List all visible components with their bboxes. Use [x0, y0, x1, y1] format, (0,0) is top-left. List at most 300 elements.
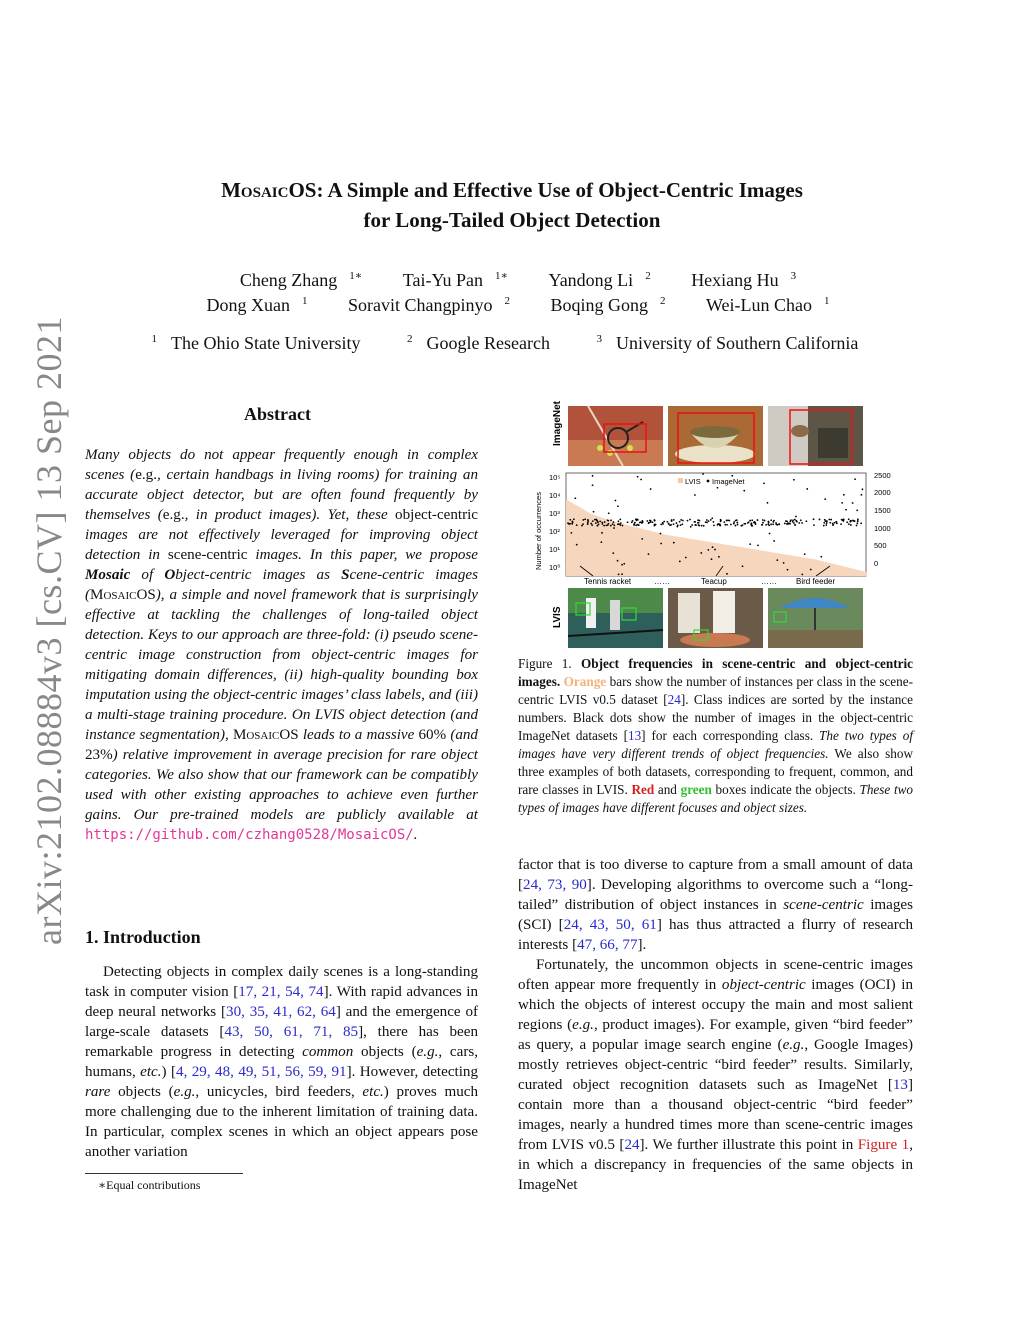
imagenet-dot: [685, 557, 687, 559]
imagenet-dot: [610, 525, 612, 527]
imagenet-dot: [749, 543, 751, 545]
imagenet-dot: [843, 494, 845, 496]
imagenet-dot: [718, 556, 720, 558]
legend-lvis: LVIS: [685, 477, 701, 486]
imagenet-dot: [830, 519, 832, 521]
imagenet-dot: [698, 522, 700, 524]
imagenet-dot: [670, 524, 672, 526]
imagenet-dot: [804, 553, 806, 555]
imagenet-dot: [730, 524, 732, 526]
ytick-left: 10⁰: [549, 563, 561, 572]
imagenet-dot: [735, 525, 737, 527]
imagenet-dot: [654, 525, 656, 527]
imagenet-dot: [702, 473, 704, 475]
imagenet-dot: [673, 542, 675, 544]
imagenet-dot: [673, 523, 675, 525]
citation-link[interactable]: 24: [624, 1137, 640, 1153]
imagenet-dot: [618, 573, 620, 575]
abstract-heading: Abstract: [244, 404, 311, 424]
ytick-right: 500: [874, 541, 887, 550]
imagenet-dot: [840, 523, 842, 525]
imagenet-dot: [841, 502, 843, 504]
imagenet-dot: [673, 519, 675, 521]
imagenet-dot: [607, 519, 609, 521]
imagenet-dot: [762, 519, 764, 521]
imagenet-dot: [649, 520, 651, 522]
legend-imagenet: ImageNet: [712, 477, 745, 486]
lvis-birdfeeder-thumbnail: [768, 588, 863, 648]
title-line1: : A Simple and Effective Use of Object-Centric Images: [316, 178, 803, 202]
ytick-left: 10⁵: [549, 473, 561, 482]
imagenet-dot: [828, 519, 830, 521]
imagenet-dot: [660, 533, 662, 535]
imagenet-dot: [794, 524, 796, 526]
imagenet-dot: [775, 523, 777, 525]
imagenet-dot: [767, 502, 769, 504]
imagenet-dot: [707, 549, 709, 551]
imagenet-dot: [772, 523, 774, 525]
imagenet-dot: [743, 490, 745, 492]
imagenet-dot: [613, 524, 615, 526]
imagenet-dot: [784, 523, 786, 525]
imagenet-dot: [650, 521, 652, 523]
imagenet-dot: [852, 502, 854, 504]
author: Wei-Lun Chao $^1$: [705, 295, 830, 315]
imagenet-dot: [663, 521, 665, 523]
imagenet-dot: [711, 517, 713, 519]
imagenet-dot: [749, 520, 751, 522]
imagenet-dot: [603, 525, 605, 527]
imagenet-dot: [671, 519, 673, 521]
imagenet-dot: [852, 519, 854, 521]
imagenet-dot: [786, 523, 788, 525]
imagenet-dot: [595, 522, 597, 524]
ytick-right: 2000: [874, 488, 891, 497]
imagenet-dot: [793, 522, 795, 524]
imagenet-dot: [636, 520, 638, 522]
imagenet-dot: [770, 519, 772, 521]
imagenet-dot: [652, 521, 654, 523]
imagenet-dot: [637, 476, 639, 478]
imagenet-dot: [605, 524, 607, 526]
imagenet-dot: [805, 520, 807, 522]
example-bird-feeder: Bird feeder: [796, 577, 836, 586]
imagenet-dot: [632, 520, 634, 522]
imagenet-dot: [708, 520, 710, 522]
imagenet-dot: [571, 532, 573, 534]
citation-link[interactable]: 30, 35, 41, 62, 64: [226, 1004, 336, 1020]
imagenet-dot: [856, 509, 858, 511]
imagenet-dot: [750, 522, 752, 524]
imagenet-dot: [856, 525, 858, 527]
imagenet-dot: [733, 523, 735, 525]
imagenet-dot: [788, 523, 790, 525]
imagenet-dot: [706, 519, 708, 521]
imagenet-dot: [619, 519, 621, 521]
right-column-body: factor that is too diverse to capture from a small amount of data [24, 73, 90]. Developing algorithms to overcome such a “long-tailed” distribution of object instances in scene-centric images (SCI) [24, 43, 50, 61] has thus attracted a flurry of research interests [47, 66, 77]. Fortunately, the uncommon objects in scene-centric images often appear more frequently in object-centric images (OCI) in which the objects of interest occupy the main and most salient regions (e.g., product images). For example, given “bird feeder” as query, a popular image search engine (e.g., Google Images) mostly retrieves object-centric “bird feeder” results. Similarly, curated object recognition datasets such as ImageNet [13] contain more than a thousand object-centric “bird feeder” images, nearly a hundred times more than scene-centric images from LVIS v0.5 [24]. We further illustrate this point in Figure 1, in which a discrepancy in frequencies of the same objects in ImageNet: [518, 857, 914, 1193]
imagenet-dot: [769, 533, 771, 535]
imagenet-dot: [776, 559, 778, 561]
imagenet-dot: [798, 522, 800, 524]
ytick-right: 2500: [874, 471, 891, 480]
imagenet-dot: [770, 523, 772, 525]
imagenet-dot: [582, 519, 584, 521]
imagenet-dot: [857, 518, 859, 520]
citation-link[interactable]: 24, 43, 50, 61: [563, 917, 657, 933]
imagenet-dot: [705, 521, 707, 523]
imagenet-dot: [735, 520, 737, 522]
imagenet-dot: [601, 522, 603, 524]
imagenet-dot: [829, 522, 831, 524]
citation-link[interactable]: 47, 66, 77: [577, 937, 638, 953]
abstract-body: Many objects do not appear frequently enough in complex scenes (e.g., certain handbags in living rooms) for training an accurate object detector, but are often found frequently by themselves (e.g., in product images). Yet, these object-centric images are not effectively leveraged for improving object detection in scene-centric images. In this paper, we propose Mosaic of Object-centric images as Scene-centric images (MosaicOS), a simple and novel framework that is surprisingly effective at tackling the challenges of long-tailed object detection. Keys to our approach are three-fold: (i) pseudo scene-centric image construction from object-centric images for mitigating domain differences, (ii) high-quality bounding box imputation using the object-centric images’ class labels, and (iii) a multi-stage training procedure. On LVIS object detection (and instance segmentation), MosaicOS leads to a massive 60% (and 23%) relative improvement in average precision for rare object categories. We also show that our framework can be compatibly used with other existing approaches to achieve even further gains. Our pre-trained models are publicly available at https://github.com/czhang0528/MosaicOS/.: [85, 447, 479, 843]
imagenet-birdfeeder-thumbnail: [768, 406, 863, 466]
imagenet-dot: [701, 525, 703, 527]
figure-1: [518, 398, 918, 650]
imagenet-dot: [773, 520, 775, 522]
imagenet-dot: [717, 524, 719, 526]
imagenet-dot: [773, 540, 775, 542]
imagenet-dot: [713, 521, 715, 523]
imagenet-dot: [713, 525, 715, 527]
affiliation: $^2$ Google Research: [407, 333, 550, 353]
imagenet-dot: [801, 574, 803, 576]
imagenet-dot: [620, 522, 622, 524]
ytick-right: 1000: [874, 524, 891, 533]
authors-row-2: [0, 295, 1024, 316]
imagenet-dot: [641, 538, 643, 540]
y-axis-label: Number of occurrences: [534, 492, 543, 570]
imagenet-dot: [680, 524, 682, 526]
imagenet-dot: [792, 519, 794, 521]
imagenet-dot: [717, 487, 719, 489]
github-link[interactable]: https://github.com/czhang0528/MosaicOS/: [85, 827, 414, 843]
imagenet-dot: [854, 520, 856, 522]
example-tennis-racket: Tennis racket: [584, 577, 632, 586]
imagenet-dot: [642, 521, 644, 523]
imagenet-dot: [795, 516, 797, 518]
imagenet-dot: [835, 521, 837, 523]
frequency-plot: [566, 473, 866, 576]
imagenet-dot: [824, 519, 826, 521]
imagenet-dot: [597, 521, 599, 523]
ytick-right: 1500: [874, 506, 891, 515]
imagenet-dot: [601, 532, 603, 534]
ytick-left: 10¹: [549, 545, 560, 554]
author: Dong Xuan $^1$: [206, 295, 308, 315]
imagenet-dot: [834, 522, 836, 524]
imagenet-dot: [660, 524, 662, 526]
ellipsis: ……: [761, 577, 777, 586]
imagenet-dot: [764, 520, 766, 522]
lvis-tennis-thumbnail: [568, 588, 663, 648]
citation-link[interactable]: 13: [892, 1077, 908, 1093]
paper-title: [0, 175, 1024, 235]
imagenet-dot: [850, 524, 852, 526]
footnote: ∗Equal contributions: [98, 1178, 201, 1192]
imagenet-dot: [592, 520, 594, 522]
row-label-lvis: LVIS: [552, 606, 563, 628]
imagenet-dot: [742, 565, 744, 567]
imagenet-dot: [679, 561, 681, 563]
legend: [678, 477, 745, 486]
imagenet-dot: [751, 525, 753, 527]
citation-link[interactable]: 13: [627, 728, 642, 743]
imagenet-dot: [843, 519, 845, 521]
imagenet-dot: [714, 549, 716, 551]
imagenet-dot: [650, 488, 652, 490]
imagenet-dot: [587, 520, 589, 522]
imagenet-dot: [590, 523, 592, 525]
imagenet-dot: [594, 519, 596, 521]
imagenet-dot: [767, 521, 769, 523]
imagenet-dot: [790, 519, 792, 521]
imagenet-dot: [737, 524, 739, 526]
ytick-right: 0: [874, 559, 879, 568]
footnote-rule: [85, 1173, 243, 1174]
imagenet-dot: [646, 520, 648, 522]
imagenet-dot: [676, 526, 678, 528]
imagenet-dot: [569, 519, 571, 521]
ellipsis: ……: [654, 577, 670, 586]
imagenet-dot: [857, 520, 859, 522]
imagenet-dot: [862, 488, 864, 490]
imagenet-teacup-thumbnail: [668, 406, 763, 466]
imagenet-dot: [698, 524, 700, 526]
author: Soravit Changpinyo $^2$: [347, 295, 510, 315]
imagenet-dot: [618, 520, 620, 522]
imagenet-dot: [689, 519, 691, 521]
imagenet-dot: [610, 519, 612, 521]
method-name: MosaicOS: [221, 178, 317, 202]
imagenet-dot: [813, 524, 815, 526]
imagenet-dot: [710, 519, 712, 521]
row-label-imagenet: ImageNet: [552, 400, 563, 446]
imagenet-dot: [574, 497, 576, 499]
imagenet-dot: [622, 525, 624, 527]
imagenet-dot: [823, 525, 825, 527]
imagenet-dot: [640, 479, 642, 481]
imagenet-dot: [666, 521, 668, 523]
imagenet-dot: [602, 523, 604, 525]
imagenet-dot: [648, 553, 650, 555]
imagenet-dot: [723, 521, 725, 523]
imagenet-dot: [680, 519, 682, 521]
title-line2: for Long-Tailed Object Detection: [363, 208, 661, 232]
imagenet-dot: [719, 524, 721, 526]
imagenet-dot: [751, 519, 753, 521]
imagenet-dot: [726, 520, 728, 522]
imagenet-dot: [806, 488, 808, 490]
authors-row-1: [0, 270, 1024, 291]
imagenet-dot: [573, 518, 575, 520]
author: Yandong Li $^2$: [548, 270, 651, 290]
imagenet-dot: [700, 552, 702, 554]
imagenet-dot: [800, 519, 802, 521]
imagenet-dot: [846, 521, 848, 523]
intro-body: Detecting objects in complex daily scenes is a long-standing task in computer vision [17, 21, 54, 74]. With rapid advances in deep neural networks [30, 35, 41, 62, 64] and the emergence of large-scale datasets [43, 50, 61, 71, 85], there has been remarkable progress in detecting common objects (e.g., cars, humans, etc.) [4, 29, 48, 49, 51, 56, 59, 91]. However, detecting rare objects (e.g., unicycles, bird feeders, etc.) proves much more challenging due to the inherent limitation of training data. In particular, complex scenes in which an object appears pose another variation: [85, 964, 479, 1160]
imagenet-dot: [608, 512, 610, 514]
imagenet-dot: [826, 522, 828, 524]
figure-1-graphic: [518, 398, 918, 650]
imagenet-dot: [720, 519, 722, 521]
imagenet-dot: [621, 564, 623, 566]
imagenet-dot: [861, 494, 863, 496]
lvis-bar: [865, 572, 866, 576]
affiliation: $^1$ The Ohio State University: [151, 333, 361, 353]
imagenet-dot: [691, 524, 693, 526]
imagenet-dot: [621, 573, 623, 575]
imagenet-dot: [712, 546, 714, 548]
imagenet-dot: [584, 518, 586, 520]
imagenet-dot: [850, 520, 852, 522]
imagenet-dot: [848, 523, 850, 525]
imagenet-dot: [763, 483, 765, 485]
citation-link[interactable]: 24, 73, 90: [523, 877, 587, 893]
arxiv-identifier: arXiv:2102.08884v3 [cs.CV] 13 Sep 2021: [29, 316, 69, 945]
author: Cheng Zhang $^{1∗}$: [239, 270, 363, 290]
imagenet-dot: [576, 524, 578, 526]
imagenet-dot: [591, 524, 593, 526]
imagenet-dot: [856, 523, 858, 525]
y-ticks-right: [874, 471, 891, 568]
imagenet-dot: [690, 526, 692, 528]
figure-reference-link[interactable]: Figure 1: [857, 1137, 910, 1153]
caption-label: Figure 1.: [518, 656, 572, 671]
imagenet-dot: [720, 520, 722, 522]
imagenet-dot: [699, 520, 701, 522]
imagenet-dot: [740, 525, 742, 527]
imagenet-dot: [845, 509, 847, 511]
y-ticks-left: [549, 473, 561, 572]
imagenet-dot: [768, 524, 770, 526]
author: Tai-Yu Pan $^{1∗}$: [402, 270, 508, 290]
lvis-teacup-thumbnail: [668, 588, 763, 648]
imagenet-dot: [754, 522, 756, 524]
imagenet-dot: [638, 524, 640, 526]
imagenet-dot: [796, 521, 798, 523]
imagenet-dot: [757, 519, 759, 521]
imagenet-dot: [743, 523, 745, 525]
citation-link[interactable]: 4, 29, 48, 49, 51, 56, 59, 91: [176, 1064, 347, 1080]
imagenet-dot: [841, 519, 843, 521]
imagenet-dot: [627, 521, 629, 523]
imagenet-dot: [726, 573, 728, 575]
figure-1-caption: Figure 1. Object frequencies in scene-centric and object-centric images. Orange bars show the number of instances per class in the scene-centric LVIS v0.5 dataset [24]. Class indices are sorted by the instance numbers. Black dots show the number of images in the object-centric ImageNet datasets [13] for each corresponding class. The two types of images have very different trends of object frequencies. We also show three examples of both datasets, corresponding to frequent, common, and rare classes in LVIS. Red and green boxes indicate the objects. These two types of images have different focuses and object sizes.: [518, 656, 913, 815]
affiliations: [0, 333, 1024, 354]
imagenet-dot: [819, 519, 821, 521]
imagenet-dot: [823, 522, 825, 524]
author: Boqing Gong $^2$: [550, 295, 666, 315]
imagenet-dot: [820, 556, 822, 558]
imagenet-dot: [598, 524, 600, 526]
imagenet-dot: [618, 523, 620, 525]
imagenet-dot: [778, 523, 780, 525]
imagenet-dot: [854, 478, 856, 480]
imagenet-dot: [801, 522, 803, 524]
imagenet-dot: [581, 525, 583, 527]
imagenet-dot: [635, 524, 637, 526]
imagenet-dot: [572, 521, 574, 523]
imagenet-dot: [783, 562, 785, 564]
imagenet-dot: [848, 518, 850, 520]
citation-link[interactable]: 24: [667, 692, 681, 707]
imagenet-dot: [633, 523, 635, 525]
intro-heading: 1. Introduction: [85, 927, 201, 947]
imagenet-dot: [762, 522, 764, 524]
imagenet-dot: [660, 543, 662, 545]
imagenet-dot: [587, 523, 589, 525]
imagenet-dot: [613, 527, 615, 529]
imagenet-dot: [600, 541, 602, 543]
imagenet-dot: [612, 552, 614, 554]
imagenet-dot: [736, 522, 738, 524]
imagenet-dot: [747, 522, 749, 524]
imagenet-dot: [617, 505, 619, 507]
imagenet-dot: [694, 524, 696, 526]
imagenet-dot: [694, 494, 696, 496]
ytick-left: 10³: [549, 509, 560, 518]
imagenet-dot: [711, 558, 713, 560]
imagenet-dot: [824, 498, 826, 500]
imagenet-dot: [592, 475, 594, 477]
imagenet-dot: [613, 521, 615, 523]
imagenet-dot: [679, 521, 681, 523]
imagenet-dot: [694, 521, 696, 523]
imagenet-dot: [617, 560, 619, 562]
imagenet-dot: [793, 479, 795, 481]
imagenet-dot: [832, 523, 834, 525]
imagenet-dot: [682, 520, 684, 522]
imagenet-dot: [785, 520, 787, 522]
imagenet-dot: [813, 518, 815, 520]
imagenet-dot: [662, 522, 664, 524]
imagenet-dot: [733, 521, 735, 523]
imagenet-dot: [794, 519, 796, 521]
affiliation: $^3$ University of Southern California: [596, 333, 859, 353]
imagenet-dot: [810, 569, 812, 571]
ytick-left: 10²: [549, 527, 560, 536]
imagenet-dot: [582, 523, 584, 525]
imagenet-dot: [592, 484, 594, 486]
imagenet-dot: [615, 500, 617, 502]
imagenet-dot: [726, 524, 728, 526]
imagenet-dot: [703, 525, 705, 527]
imagenet-dot: [576, 544, 578, 546]
citation-link[interactable]: 43, 50, 61, 71, 85: [224, 1024, 359, 1040]
imagenet-dot: [826, 520, 828, 522]
imagenet-tennis-thumbnail: [568, 406, 663, 466]
imagenet-dot: [569, 523, 571, 525]
imagenet-dot: [623, 563, 625, 565]
imagenet-dot: [593, 511, 595, 513]
author: Hexiang Hu $^3$: [691, 270, 797, 290]
imagenet-dot: [860, 522, 862, 524]
imagenet-dot: [676, 522, 678, 524]
citation-link[interactable]: 17, 21, 54, 74: [238, 984, 324, 1000]
imagenet-dot: [757, 545, 759, 547]
ytick-left: 10⁴: [549, 491, 561, 500]
imagenet-dot: [654, 519, 656, 521]
imagenet-dot: [687, 520, 689, 522]
imagenet-dot: [724, 524, 726, 526]
imagenet-dot: [599, 520, 601, 522]
imagenet-dot: [604, 521, 606, 523]
imagenet-dot: [765, 524, 767, 526]
imagenet-dot: [612, 523, 614, 525]
imagenet-dot: [832, 524, 834, 526]
imagenet-dot: [668, 523, 670, 525]
